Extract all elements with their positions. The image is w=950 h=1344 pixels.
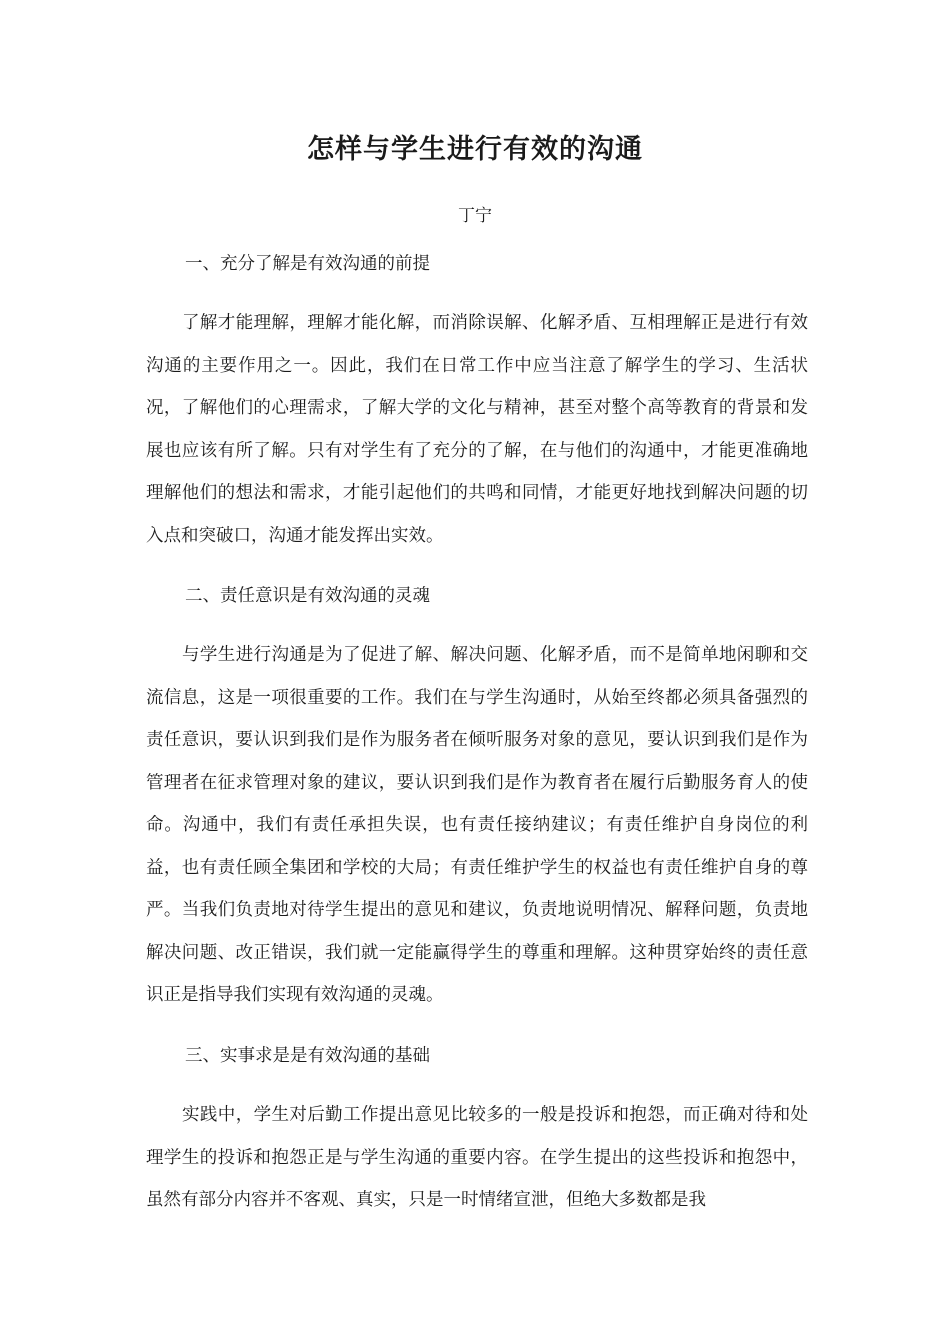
section-paragraph-1: 了解才能理解，理解才能化解，而消除误解、化解矛盾、互相理解正是进行有效沟通的主要作用之一。因此，我们在日常工作中应当注意了解学生的学习、生活状况，了解他们的心理需求，了解大学的文化与精神，甚至对整个高等教育的背景和发展也应该有所了解。只有对学生有了充分的了解，在与他们的沟通中，才能更准确地理解他们的想法和需求，才能引起他们的共鸣和同情，才能更好地找到解决问题的切入点和突破口，沟通才能发挥出实效。 bbox=[146, 313, 808, 546]
section-heading-2: 二、责任意识是有效沟通的灵魂 bbox=[185, 586, 430, 606]
section-paragraph-2: 与学生进行沟通是为了促进了解、解决问题、化解矛盾，而不是简单地闲聊和交流信息，这是一项很重要的工作。我们在与学生沟通时，从始至终都必须具备强烈的责任意识，要认识到我们是作为服务者在倾听服务对象的意见，要认识到我们是作为管理者在征求管理对象的建议，要认识到我们是作为教育者在履行后勤服务育人的使命。沟通中，我们有责任承担失误，也有责任接纳建议；有责任维护自身岗位的利益，也有责任顾全集团和学校的大局；有责任维护学生的权益也有责任维护自身的尊严。当我们负责地对待学生提出的意见和建议，负责地说明情况、解释问题，负责地解决问题、改正错误，我们就一定能赢得学生的尊重和理解。这种贯穿始终的责任意识正是指导我们实现有效沟通的灵魂。 bbox=[146, 645, 808, 1005]
section-heading-3: 三、实事求是是有效沟通的基础 bbox=[185, 1046, 430, 1066]
section-paragraph-3: 实践中，学生对后勤工作提出意见比较多的一般是投诉和抱怨，而正确对待和处理学生的投诉和抱怨正是与学生沟通的重要内容。在学生提出的这些投诉和抱怨中，虽然有部分内容并不客观、真实，只是一时情绪宣泄，但绝大多数都是我 bbox=[146, 1105, 808, 1210]
document-title: 怎样与学生进行有效的沟通 bbox=[307, 134, 643, 165]
author-name: 丁宁 bbox=[458, 206, 492, 226]
section-heading-1: 一、充分了解是有效沟通的前提 bbox=[185, 254, 430, 274]
